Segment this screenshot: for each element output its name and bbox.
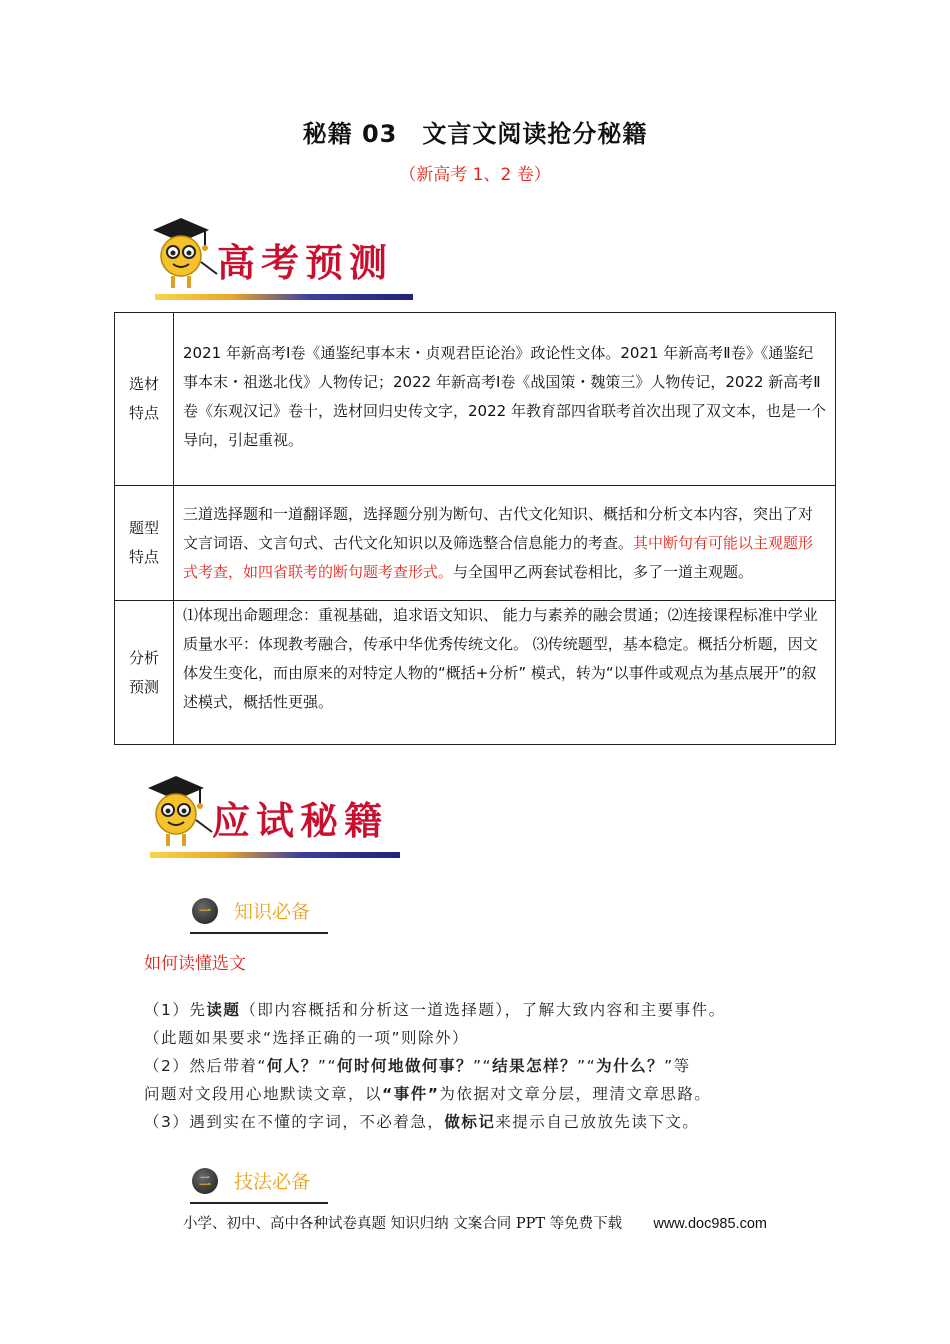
banner-underline [155,294,413,300]
page-title: 秘籍 03 文言文阅读抢分秘籍 [302,120,648,148]
row-label: 选材 特点 [115,313,174,486]
paragraph: （2）然后带着“何人？”“何时何地做何事？”“结果怎样？”“为什么？”等 [144,1057,691,1075]
paragraph: 问题对文段用心地默读文章，以“事件”为依据对文章分层，理清文章思路。 [144,1085,712,1103]
row-content: 三道选择题和一道翻译题，选择题分别为断句、古代文化知识、概括和分析文本内容，突出了对文言词语、文言句式、古代文化知识以及筛选整合信息能力的考查。其中断句有可能以主观题形式考查，如四省联考的断句题考查形式。与全国甲乙两套试卷相比，多了一道主观题。 [174,486,836,601]
table-row [115,601,836,745]
paragraph: （1）先读题（即内容概括和分析这一道选择题），了解大致内容和主要事件。 [144,1001,726,1019]
professor-mascot-icon [140,770,216,854]
banner-underline [150,852,400,858]
highlight-text: 其中断句有可能以主观题形式考查，如四省联考的断句题考查形式。 [183,533,814,581]
section-technique [190,1164,330,1204]
paragraph: （3）遇到实在不懂的字词，不必着急，做标记来提示自己放放先读下文。 [144,1113,700,1131]
row-content: ⑴体现出命题理念：重视基础，追求语文知识、 能力与素养的融会贯通；⑵连接课程标准中学业质量水平：体现教考融合，传承中华优秀传统文化。 ⑶传统题型，基本稳定。概括分析题，因文体发生变化，而由原来的对特定人物的“概括+分析” 模式，转为“以事件或观点为基点展开”的叙述模式，概括性更强。 [174,601,836,745]
professor-mascot-icon [145,212,221,296]
banner-secrets [140,770,405,860]
table-row [115,486,836,601]
knowledge-body [144,996,824,1136]
section-number-icon: 二 [192,1168,218,1194]
section-underline [190,1202,328,1204]
banner-prediction-text: 高考预测 [217,240,394,285]
section-underline [190,932,328,934]
section-title: 技法必备 [234,1171,311,1193]
footer [0,1212,950,1233]
banner-prediction [145,212,415,302]
section-title: 知识必备 [234,901,311,923]
row-label: 分析 预测 [115,601,174,745]
banner-secrets-text: 应试秘籍 [212,798,389,843]
footer-text: 小学、初中、高中各种试卷真题 知识归纳 文案合同 PPT 等免费下载 [183,1216,623,1232]
row-content: 2021 年新高考Ⅰ卷《通鉴纪事本末・贞观君臣论治》政论性文体。2021 年新高考Ⅱ卷》《通鉴纪事本末・祖逖北伐》人物传记；2022 年新高考Ⅰ卷《战国策・魏策三》人物传记，2022 新高考Ⅱ卷《东观汉记》卷十，选材回归史传文字，2022 年教育部四省联考首次出现了双文本，也是一个导向，引起重视。 [174,313,836,486]
row-label: 题型 特点 [115,486,174,601]
section-knowledge [190,894,330,934]
footer-url[interactable]: www.doc985.com [653,1216,767,1232]
paragraph: （此题如果要求“选择正确的一项”则除外） [144,1029,470,1047]
table-row [115,313,836,486]
page-subtitle: （新高考 1、2 卷） [399,165,551,185]
info-table [114,312,836,745]
knowledge-heading: 如何读懂选文 [144,954,246,974]
section-number-icon: 一 [192,898,218,924]
